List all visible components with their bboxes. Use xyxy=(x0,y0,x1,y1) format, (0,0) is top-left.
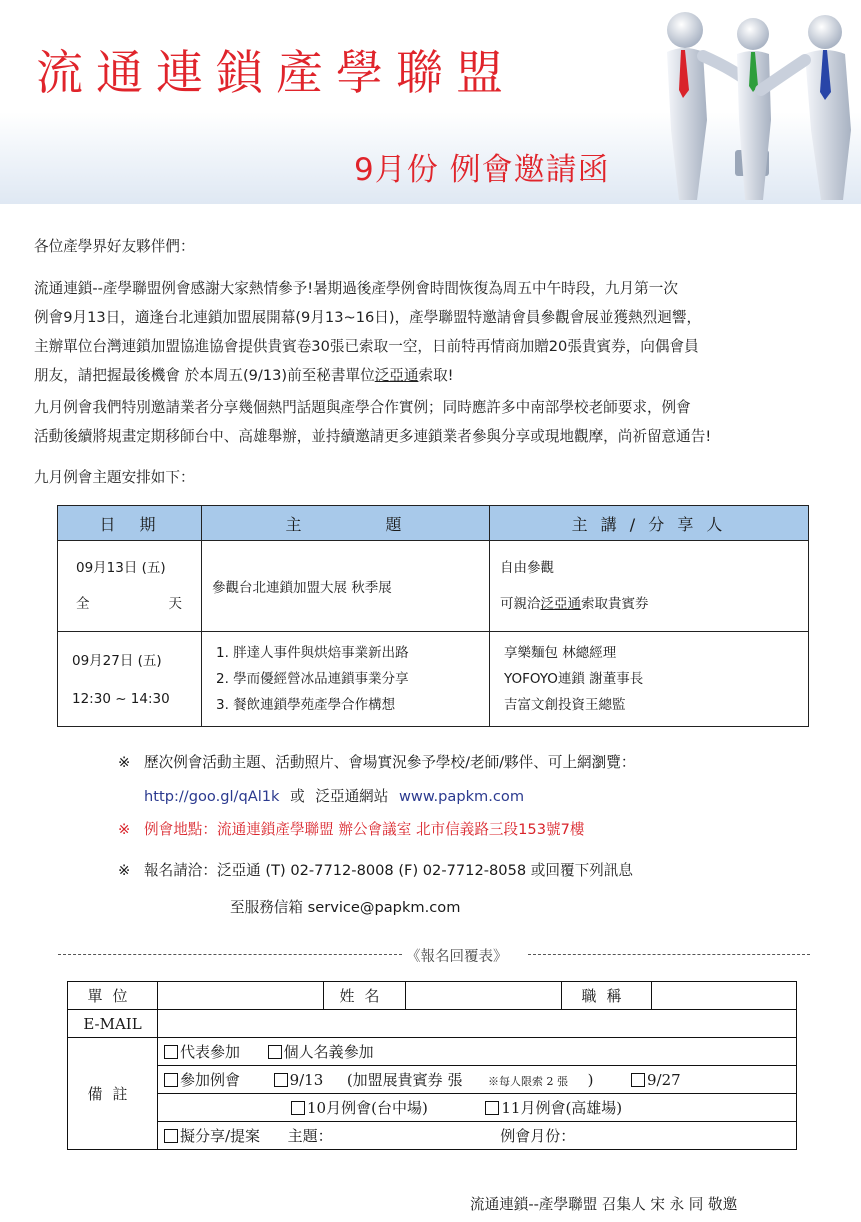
row-topic: 2. 學而優經營冰品連鎖事業分享 xyxy=(216,671,409,687)
table-header-row xyxy=(58,506,809,541)
intro-line: 主辦單位台灣連鎖加盟協進協會提供貴賓卷30張已索取一空，日前特再情商加贈20張貴賓券，向偶會員 xyxy=(34,338,699,355)
meeting-choice-cell xyxy=(158,1066,797,1094)
para-line: 九月例會我們特別邀請業者分享幾個熱門話題與產學合作實例；同時應許多中南部學校老師要求，例會 xyxy=(34,399,691,416)
papkm-link[interactable]: www.papkm.com xyxy=(399,788,525,805)
share-label: 擬分享/提案 xyxy=(180,1127,261,1145)
row-time-a: 全 xyxy=(76,596,90,612)
november-checkbox[interactable] xyxy=(485,1101,499,1115)
form-row xyxy=(68,982,797,1010)
form-row xyxy=(68,1122,797,1150)
sep13-checkbox[interactable] xyxy=(274,1073,288,1087)
schedule-table xyxy=(57,505,809,727)
goo-gl-link[interactable]: http://goo.gl/qAl1k xyxy=(144,788,280,805)
share-checkbox[interactable] xyxy=(164,1129,178,1143)
row-speaker-text: 索取貴賓券 xyxy=(581,596,649,612)
row-date: 09月13日 (五) xyxy=(76,560,166,576)
date-cell xyxy=(58,632,202,727)
page-title: 流通連鎖產學聯盟 xyxy=(36,46,516,101)
form-row xyxy=(68,1038,797,1066)
row-topic: 1. 胖達人事件與烘焙事業新出路 xyxy=(216,645,409,661)
form-row xyxy=(68,1066,797,1094)
sep13-note-close: ) xyxy=(587,1071,594,1089)
reply-form-divider xyxy=(58,944,810,964)
row-speaker: YOFOYO連鎖 謝董事長 xyxy=(504,671,644,687)
intro-line: 流通連鎖--產學聯盟例會感謝大家熱情參予!暑期過後產學例會時間恢復為周五中午時段，九月第一次 xyxy=(34,280,678,297)
row-speaker: 吉富文創投資王總監 xyxy=(504,697,626,713)
name-field[interactable] xyxy=(406,982,562,1010)
name-label: 姓名 xyxy=(324,982,406,1010)
intro-text: 索取! xyxy=(418,367,454,384)
date-cell xyxy=(58,541,202,632)
row-time-b: 天 xyxy=(168,596,182,612)
september-paragraph xyxy=(34,393,711,451)
header-topic: 主 題 xyxy=(202,506,490,541)
row-topic: 3. 餐飲連鎖學苑產學合作構想 xyxy=(216,697,396,713)
remark-label: 備註 xyxy=(68,1038,158,1150)
job-title-label: 職稱 xyxy=(562,982,652,1010)
sep27-checkbox[interactable] xyxy=(631,1073,645,1087)
contact-text: 報名請洽：泛亞通 (T) 02-7712-8008 (F) 02-7712-8058 或回覆下列訊息 xyxy=(144,862,633,879)
table-row xyxy=(58,541,809,632)
topic-cell xyxy=(202,632,490,727)
intro-line: 例會9月13日，適逢台北連鎖加盟展開幕(9月13~16日)，產學聯盟特邀請會員參觀會展並獲熱烈迴響， xyxy=(34,309,702,326)
october-label: 10月例會(台中場) xyxy=(307,1099,428,1117)
reference-mark-icon: ※ xyxy=(118,821,131,838)
intro-text: 朋友，請把握最後機會 於本周五(9/13)前至秘書單位 xyxy=(34,367,375,384)
rep-label: 代表參加 xyxy=(180,1043,241,1061)
business-people-illustration xyxy=(645,0,861,204)
note-contact xyxy=(118,860,633,882)
unit-field[interactable] xyxy=(158,982,324,1010)
sep13-label: 9/13 xyxy=(289,1071,324,1089)
meeting-label: 參加例會 xyxy=(180,1071,241,1089)
note-email: 至服務信箱 service@papkm.com xyxy=(230,899,461,916)
october-checkbox[interactable] xyxy=(291,1101,305,1115)
note-location xyxy=(118,819,584,841)
site-label: 泛亞通網站 xyxy=(315,788,389,805)
form-row xyxy=(68,1010,797,1038)
email-label: E-MAIL xyxy=(68,1010,158,1038)
schedule-intro: 九月例會主題安排如下： xyxy=(34,469,195,486)
form-row xyxy=(68,1094,797,1122)
note-text: 歷次例會活動主題、活動照片、會場實況參予學校/老師/夥伴、可上網瀏覽： xyxy=(144,754,636,771)
note-history xyxy=(118,752,635,774)
header-speaker: 主 講 / 分 享 人 xyxy=(490,506,809,541)
job-title-field[interactable] xyxy=(652,982,797,1010)
reference-mark-icon: ※ xyxy=(118,754,131,771)
row-speaker: 享樂麵包 林總經理 xyxy=(504,645,617,661)
or-text: 或 xyxy=(290,788,305,805)
reply-form-title: 《報名回覆表》 xyxy=(402,945,512,966)
secretariat-name: 泛亞通 xyxy=(374,367,419,384)
email-field[interactable] xyxy=(158,1010,797,1038)
row-date: 09月27日 (五) xyxy=(72,653,162,669)
header-banner xyxy=(0,0,861,204)
month-label: 例會月份： xyxy=(500,1127,576,1145)
reference-mark-icon: ※ xyxy=(118,862,131,879)
sep13-limit-note: ※每人限索 2 張 xyxy=(488,1075,569,1088)
speaker-cell xyxy=(490,632,809,727)
header-date: 日 期 xyxy=(58,506,202,541)
sep13-note: (加盟展貴賓券 張 xyxy=(346,1071,463,1089)
personal-label: 個人名義參加 xyxy=(283,1043,374,1061)
row-topic: 參觀台北連鎖加盟大展 秋季展 xyxy=(212,580,392,596)
location-text: 例會地點：流通連鎖產學聯盟 辦公會議室 北市信義路三段153號7樓 xyxy=(144,821,585,838)
table-row xyxy=(58,632,809,727)
meeting-checkbox[interactable] xyxy=(164,1073,178,1087)
row-time: 12:30 ~ 14:30 xyxy=(72,691,170,707)
speaker-cell xyxy=(490,541,809,632)
topic-cell xyxy=(202,541,490,632)
intro-line xyxy=(34,361,701,390)
personal-checkbox[interactable] xyxy=(268,1045,282,1059)
sep27-label: 9/27 xyxy=(647,1071,681,1089)
share-proposal-cell xyxy=(158,1122,797,1150)
para-line: 活動後續將規畫定期移師台中、高雄舉辦，並持續邀請更多連鎖業者參與分享或現地觀摩，尚祈留意通告! xyxy=(34,428,712,445)
november-label: 11月例會(高雄場) xyxy=(501,1099,623,1117)
intro-paragraph xyxy=(34,274,701,390)
row-speaker-text: 可親洽 xyxy=(500,596,541,612)
attendance-type-cell xyxy=(158,1038,797,1066)
note-links xyxy=(144,786,524,808)
row-speaker: 自由參觀 xyxy=(500,560,554,576)
unit-label: 單位 xyxy=(68,982,158,1010)
row-speaker-company: 泛亞通 xyxy=(540,596,581,612)
rep-checkbox[interactable] xyxy=(164,1045,178,1059)
subject-label: 主題： xyxy=(287,1127,333,1145)
page-subtitle: 9月份 例會邀請函 xyxy=(354,152,610,188)
reply-form-table xyxy=(67,981,797,1150)
signature-line: 流通連鎖--產學聯盟 召集人 宋 永 同 敬邀 xyxy=(470,1196,738,1213)
greeting: 各位產學界好友夥伴們： xyxy=(34,238,195,255)
future-meeting-cell xyxy=(158,1094,797,1122)
